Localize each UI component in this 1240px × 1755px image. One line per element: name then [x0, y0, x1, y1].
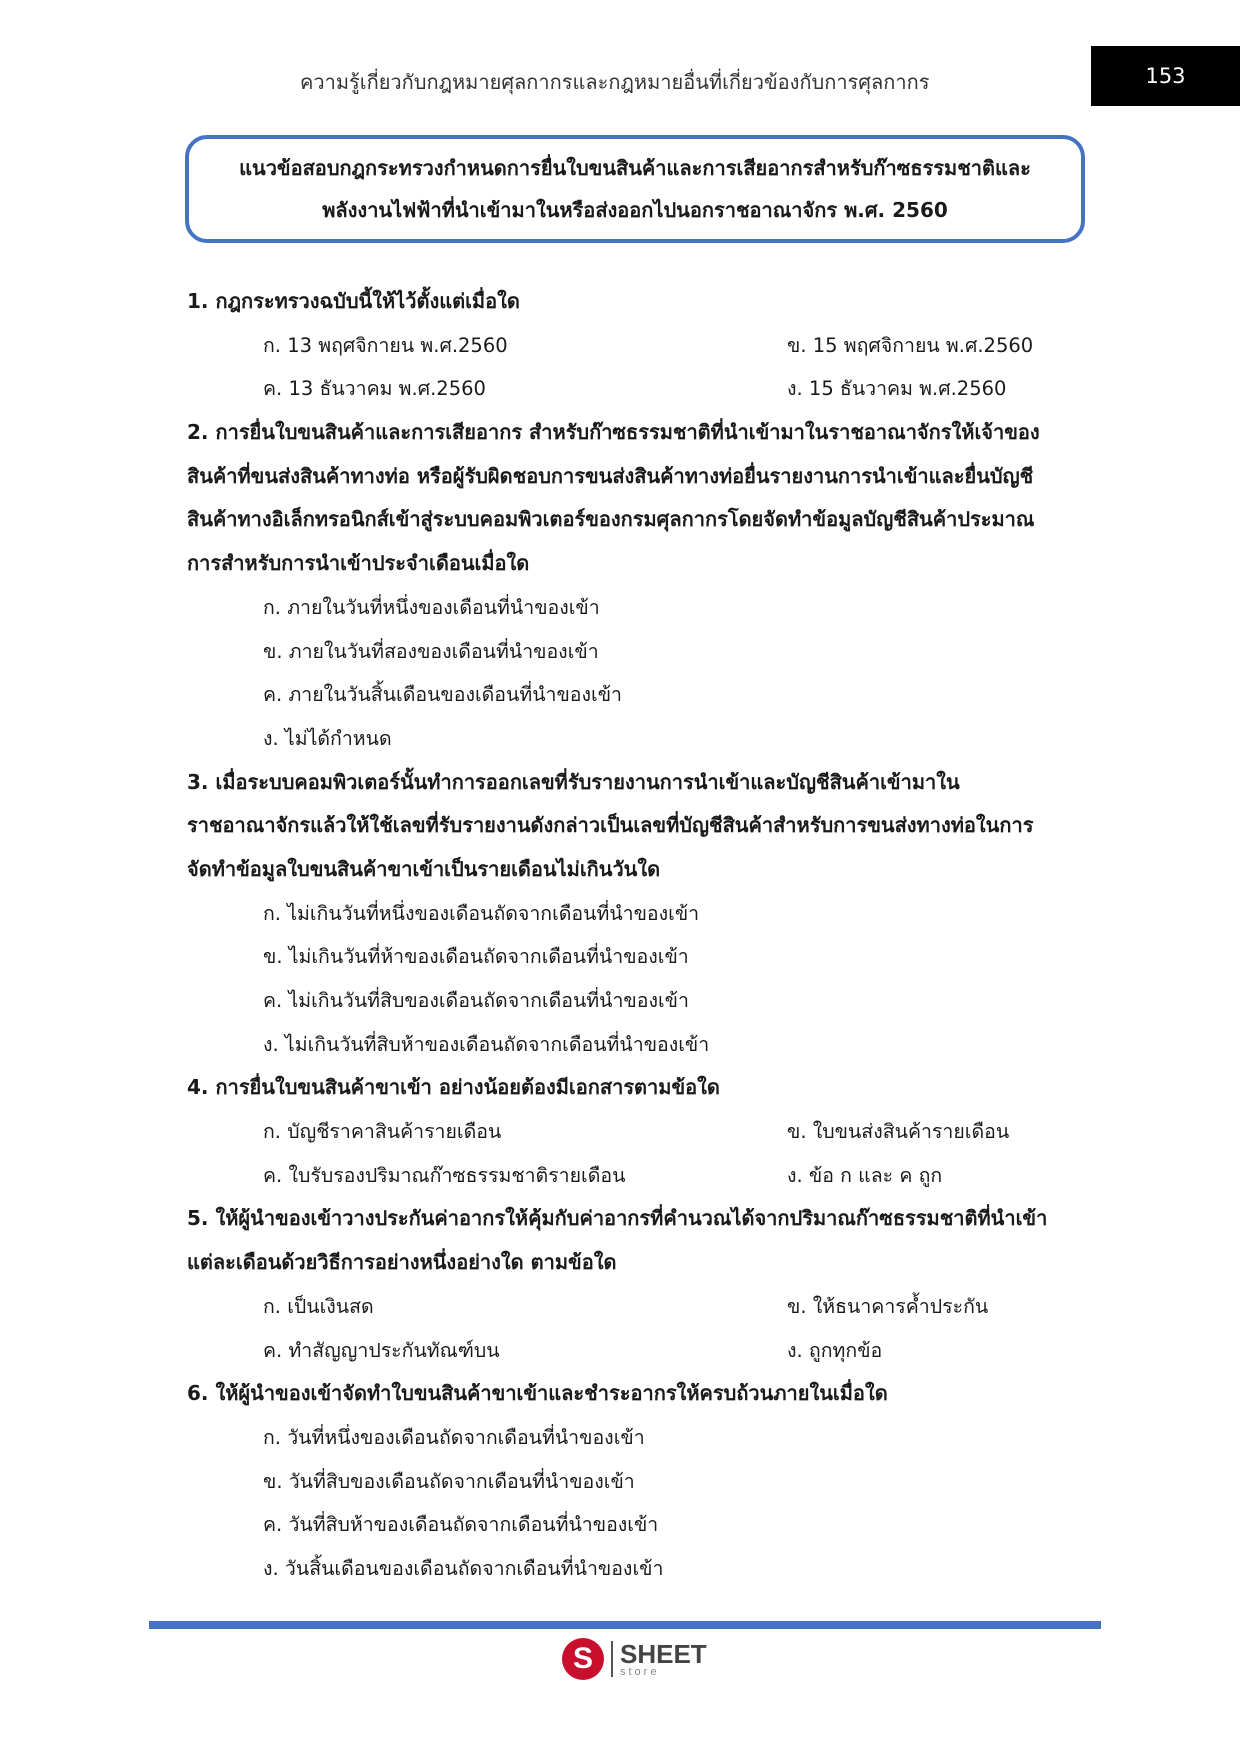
footer-divider [149, 1621, 1101, 1629]
q1-option-b: ข. 15 พฤศจิกายน พ.ศ.2560 [787, 333, 1034, 357]
logo-s-icon: S [562, 1638, 604, 1680]
q1-option-c: ค. 13 ธันวาคม พ.ศ.2560 [263, 377, 486, 401]
question-5-line-2: แต่ละเดือนด้วยวิธีการอย่างหนึ่งอย่างใด ตามข้อใด [187, 1250, 617, 1275]
q4-option-b: ข. ใบขนส่งสินค้ารายเดือน [787, 1120, 1010, 1144]
question-4: 4. การยื่นใบขนสินค้าขาเข้า อย่างน้อยต้องมีเอกสารตามข้อใด [187, 1075, 720, 1100]
section-title-line-1: แนวข้อสอบกฎกระทรวงกำหนดการยื่นใบขนสินค้าและการเสียอากรสำหรับก๊าซธรรมชาติและ [239, 156, 1031, 180]
q5-option-c: ค. ทำสัญญาประกันทัณฑ์บน [263, 1338, 500, 1362]
q2-option-d: ง. ไม่ได้กำหนด [263, 726, 392, 750]
q2-option-b: ข. ภายในวันที่สองของเดือนที่นำของเข้า [263, 639, 599, 663]
section-title-box [185, 135, 1085, 243]
q5-option-a: ก. เป็นเงินสด [263, 1294, 374, 1318]
question-3-line-1: 3. เมื่อระบบคอมพิวเตอร์นั้นทำการออกเลขที่รับรายงานการนำเข้าและบัญชีสินค้าเข้ามาใน [187, 769, 960, 794]
q3-option-c: ค. ไม่เกินวันที่สิบของเดือนถัดจากเดือนที่นำของเข้า [263, 989, 689, 1012]
q6-option-b: ข. วันที่สิบของเดือนถัดจากเดือนที่นำของเข้า [263, 1469, 635, 1493]
q3-option-b: ข. ไม่เกินวันที่ห้าของเดือนถัดจากเดือนที่นำของเข้า [263, 945, 689, 969]
q4-options-row-2 [187, 1154, 1092, 1198]
q4-option-c: ค. ใบรับรองปริมาณก๊าซธรรมชาติรายเดือน [263, 1163, 626, 1187]
q6-option-a: ก. วันที่หนึ่งของเดือนถัดจากเดือนที่นำของเข้า [263, 1425, 645, 1449]
q3-option-a: ก. ไม่เกินวันที่หนึ่งของเดือนถัดจากเดือนที่นำของเข้า [263, 901, 700, 925]
question-6: 6. ให้ผู้นำของเข้าจัดทำใบขนสินค้าขาเข้าและชำระอากรให้ครบถ้วนภายในเมื่อใด [187, 1381, 888, 1406]
question-2-line-3: สินค้าทางอิเล็กทรอนิกส์เข้าสู่ระบบคอมพิวเตอร์ของกรมศุลกากรโดยจัดทำข้อมูลบัญชีสินค้าประมาณ [187, 507, 1035, 532]
sheet-store-logo [562, 1636, 707, 1682]
q4-option-d: ง. ข้อ ก และ ค ถูก [787, 1163, 943, 1187]
question-2-line-2: สินค้าที่ขนส่งสินค้าทางท่อ หรือผู้รับผิดชอบการขนส่งสินค้าทางท่อยื่นรายงานการนำเข้าและยื่นบัญชี [187, 463, 1034, 488]
question-list [187, 280, 1092, 1591]
q1-options-row-1 [187, 324, 1092, 368]
section-title-line-2: พลังงานไฟฟ้าที่นำเข้ามาในหรือส่งออกไปนอกราชอาณาจักร พ.ศ. 2560 [322, 198, 948, 222]
q4-options-row-1 [187, 1110, 1092, 1154]
q3-option-d: ง. ไม่เกินวันที่สิบห้าของเดือนถัดจากเดือนที่นำของเข้า [263, 1032, 710, 1056]
q6-option-d: ง. วันสิ้นเดือนของเดือนถัดจากเดือนที่นำของเข้า [263, 1556, 664, 1580]
q5-option-b: ข. ให้ธนาคารค้ำประกัน [787, 1294, 989, 1318]
question-1: 1. กฎกระทรวงฉบับนี้ให้ไว้ตั้งแต่เมื่อใด [187, 289, 520, 313]
question-5-line-1: 5. ให้ผู้นำของเข้าวางประกันค่าอากรให้คุ้มกับค่าอากรที่คำนวณได้จากปริมาณก๊าซธรรมชาติที่นำเข้า [187, 1206, 1048, 1231]
question-2-line-1: 2. การยื่นใบขนสินค้าและการเสียอากร สำหรับก๊าซธรรมชาติที่นำเข้ามาในราชอาณาจักรให้เจ้าของ [187, 420, 1040, 445]
logo-separator [611, 1641, 613, 1677]
q2-option-c: ค. ภายในวันสิ้นเดือนของเดือนที่นำของเข้า [263, 683, 622, 707]
logo-sub: store [620, 1665, 660, 1678]
q1-option-d: ง. 15 ธันวาคม พ.ศ.2560 [787, 377, 1007, 401]
logo-brand: SHEET [620, 1638, 707, 1669]
q5-options-row-1 [187, 1285, 1092, 1329]
logo-text [620, 1638, 707, 1678]
q1-options-row-2 [187, 367, 1092, 411]
q5-options-row-2 [187, 1329, 1092, 1373]
question-2-line-4: การสำหรับการนำเข้าประจำเดือนเมื่อใด [187, 551, 530, 576]
page-number: 153 [1091, 46, 1240, 106]
q6-option-c: ค. วันที่สิบห้าของเดือนถัดจากเดือนที่นำของเข้า [263, 1513, 659, 1537]
running-header: ความรู้เกี่ยวกับกฎหมายศุลกากรและกฎหมายอื่นที่เกี่ยวข้องกับการศุลกากร [300, 70, 930, 94]
q2-option-a: ก. ภายในวันที่หนึ่งของเดือนที่นำของเข้า [263, 595, 600, 619]
q4-option-a: ก. บัญชีราคาสินค้ารายเดือน [263, 1120, 502, 1144]
question-3-line-2: ราชอาณาจักรแล้วให้ใช้เลขที่รับรายงานดังกล่าวเป็นเลขที่บัญชีสินค้าสำหรับการขนส่งทางท่อในการ [187, 813, 1034, 838]
q1-option-a: ก. 13 พฤศจิกายน พ.ศ.2560 [263, 333, 508, 357]
q5-option-d: ง. ถูกทุกข้อ [787, 1338, 883, 1362]
question-3-line-3: จัดทำข้อมูลใบขนสินค้าขาเข้าเป็นรายเดือนไม่เกินวันใด [187, 856, 661, 881]
